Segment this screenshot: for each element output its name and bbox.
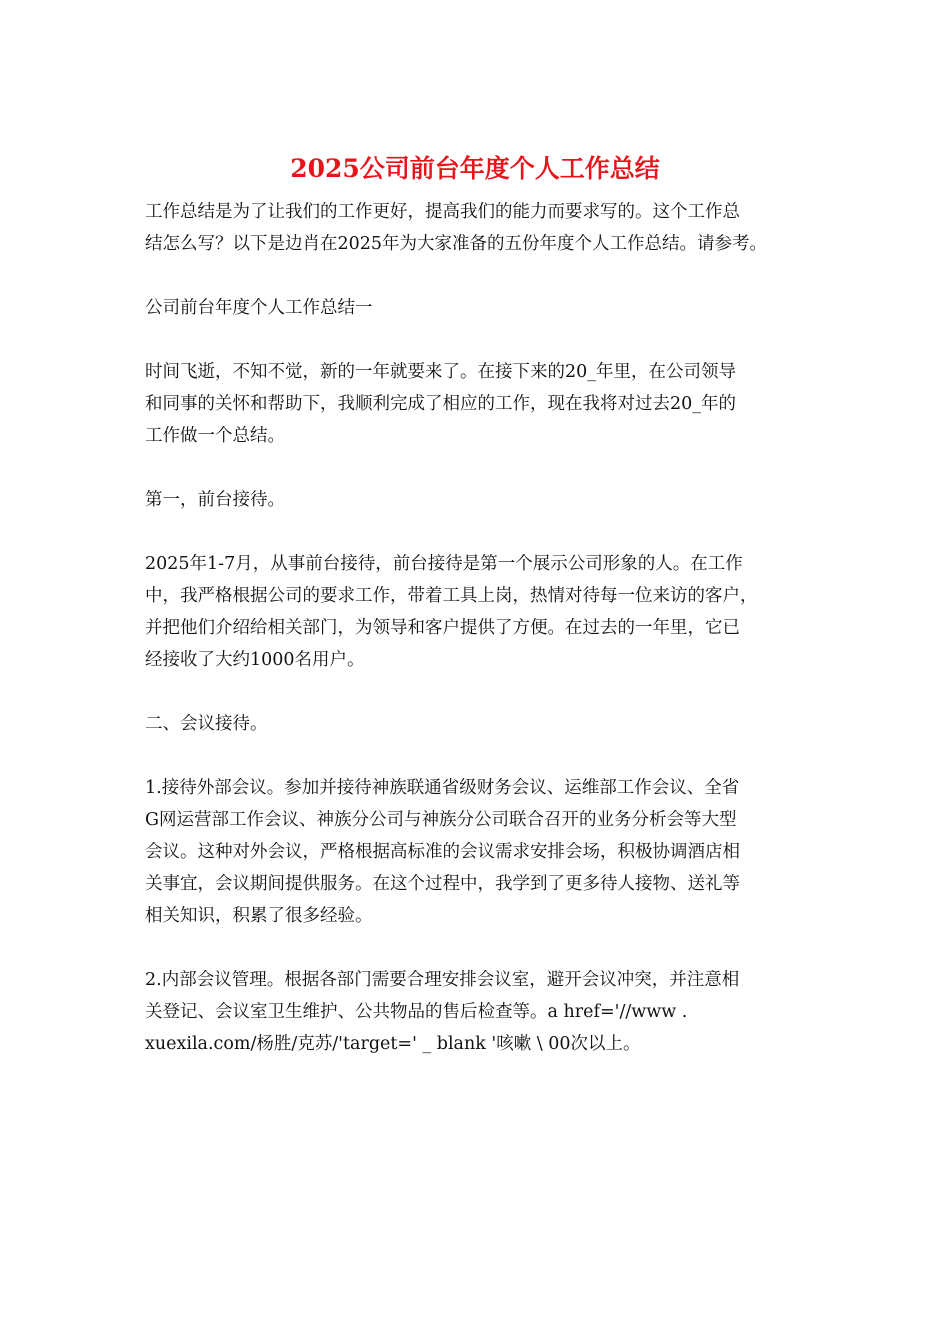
text-line: 相关知识，积累了很多经验。 (145, 906, 373, 926)
text-line: 工作做一个总结。 (145, 426, 285, 446)
text-line: 工作总结是为了让我们的工作更好，提高我们的能力而要求写的。这个工作总 (145, 202, 740, 222)
text-line: 二、会议接待。 (145, 714, 268, 734)
text-line: 1.接待外部会议。参加并接待神族联通省级财务会议、运维部工作会议、全省 (145, 778, 740, 798)
text-line: 时间飞逝，不知不觉，新的一年就要来了。在接下来的20_年里，在公司领导 (145, 362, 737, 382)
paragraph (145, 356, 825, 452)
text-line: 中，我严格根据公司的要求工作，带着工具上岗，热情对待每一位来访的客户， (145, 586, 758, 606)
paragraph (145, 548, 825, 676)
text-line: xuexila.com/杨胜/克苏/'target=' _ blank '咳嗽 \ 00次以上。 (145, 1034, 641, 1054)
section-heading (145, 292, 825, 324)
subsection-heading (145, 484, 825, 516)
document-title: 2025公司前台年度个人工作总结 (290, 154, 660, 183)
subsection-heading (145, 708, 825, 740)
text-line: 2025年1-7月，从事前台接待，前台接待是第一个展示公司形象的人。在工作 (145, 554, 743, 574)
text-line: 公司前台年度个人工作总结一 (145, 298, 373, 318)
text-line: 结怎么写？以下是边肖在2025年为大家准备的五份年度个人工作总结。请参考。 (145, 234, 768, 254)
text-line: 关登记、会议室卫生维护、公共物品的售后检查等。a href='//www . (145, 1002, 688, 1022)
paragraph (145, 964, 825, 1060)
text-line: 关事宜，会议期间提供服务。在这个过程中，我学到了更多待人接物、送礼等 (145, 874, 740, 894)
intro-paragraph (145, 196, 825, 260)
text-line: G网运营部工作会议、神族分公司与神族分公司联合召开的业务分析会等大型 (145, 810, 737, 830)
paragraph (145, 772, 825, 932)
text-line: 会议。这种对外会议，严格根据高标准的会议需求安排会场，积极协调酒店相 (145, 842, 740, 862)
text-line: 并把他们介绍给相关部门，为领导和客户提供了方便。在过去的一年里，它已 (145, 618, 740, 638)
text-line: 经接收了大约1000名用户。 (145, 650, 365, 670)
text-line: 2.内部会议管理。根据各部门需要合理安排会议室，避开会议冲突，并注意相 (145, 970, 740, 990)
text-line: 和同事的关怀和帮助下，我顺利完成了相应的工作，现在我将对过去20_年的 (145, 394, 737, 414)
text-line: 第一，前台接待。 (145, 490, 285, 510)
document-body (145, 196, 825, 1092)
